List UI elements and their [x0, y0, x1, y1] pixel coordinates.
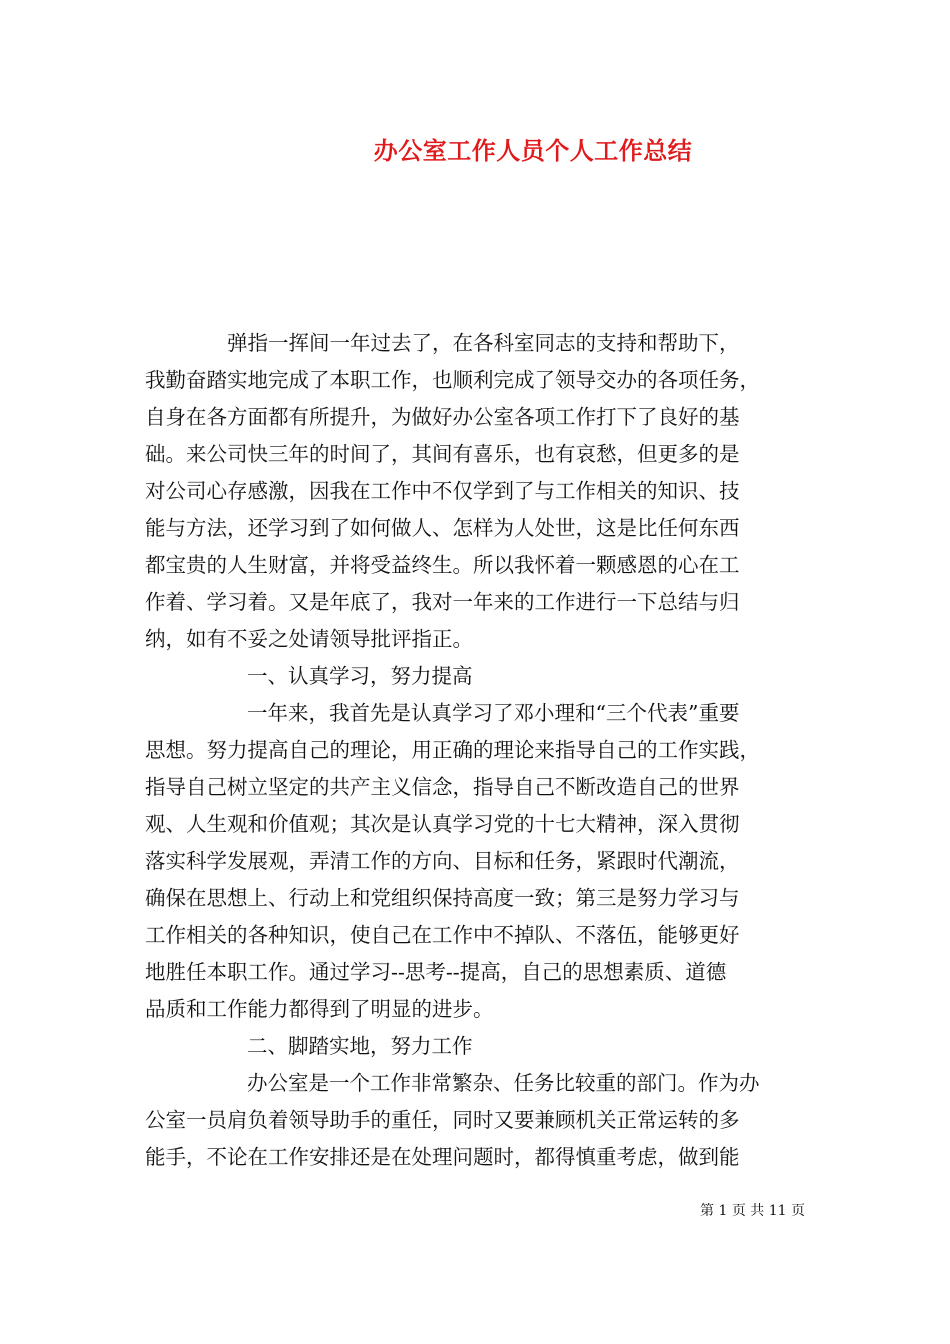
- body-line: 我勤奋踏实地完成了本职工作，也顺利完成了领导交办的各项任务，: [145, 368, 760, 392]
- body-line: 弹指一挥间一年过去了，在各科室同志的支持和帮助下，: [227, 331, 740, 355]
- document-body: [145, 325, 805, 1176]
- body-line: 办公室是一个工作非常繁杂、任务比较重的部门。作为办: [247, 1071, 760, 1095]
- body-line: 落实科学发展观，弄清工作的方向、目标和任务，紧跟时代潮流，: [145, 849, 740, 873]
- body-line: 思想。努力提高自己的理论，用正确的理论来指导自己的工作实践，: [145, 738, 760, 762]
- body-line: 能与方法，还学习到了如何做人、怎样为人处世，这是比任何东西: [145, 516, 740, 540]
- body-line: 都宝贵的人生财富，并将受益终生。所以我怀着一颗感恩的心在工: [145, 553, 740, 577]
- body-line: 观、人生观和价值观；其次是认真学习党的十七大精神，深入贯彻: [145, 812, 740, 836]
- body-line: 工作相关的各种知识，使自己在工作中不掉队、不落伍，能够更好: [145, 923, 740, 947]
- body-line: 确保在思想上、行动上和党组织保持高度一致；第三是努力学习与: [145, 886, 740, 910]
- body-line: 公室一员肩负着领导助手的重任，同时又要兼顾机关正常运转的多: [145, 1108, 740, 1132]
- page-number: 第 1 页 共 11 页: [700, 1203, 805, 1219]
- body-line: 品质和工作能力都得到了明显的进步。: [145, 997, 494, 1021]
- section-heading: 二、脚踏实地，努力工作: [247, 1034, 473, 1058]
- section-heading: 一、认真学习，努力提高: [247, 664, 473, 688]
- body-line: 础。来公司快三年的时间了，其间有喜乐，也有哀愁，但更多的是: [145, 442, 740, 466]
- body-line: 指导自己树立坚定的共产主义信念，指导自己不断改造自己的世界: [145, 775, 740, 799]
- document-title-text: 办公室工作人员个人工作总结: [373, 136, 693, 165]
- body-line: 对公司心存感激，因我在工作中不仅学到了与工作相关的知识、技: [145, 479, 740, 503]
- body-line: 自身在各方面都有所提升，为做好办公室各项工作打下了良好的基: [145, 405, 740, 429]
- body-line: 纳，如有不妥之处请领导批评指正。: [145, 627, 473, 651]
- body-line: 一年来，我首先是认真学习了邓小理和“三个代表”重要: [247, 701, 740, 725]
- body-line: 能手，不论在工作安排还是在处理问题时，都得慎重考虑，做到能: [145, 1145, 740, 1169]
- body-line: 地胜任本职工作。通过学习--思考--提高，自己的思想素质、道德: [145, 960, 727, 984]
- body-line: 作着、学习着。又是年底了，我对一年来的工作进行一下总结与归: [145, 590, 740, 614]
- document-title: [0, 133, 950, 169]
